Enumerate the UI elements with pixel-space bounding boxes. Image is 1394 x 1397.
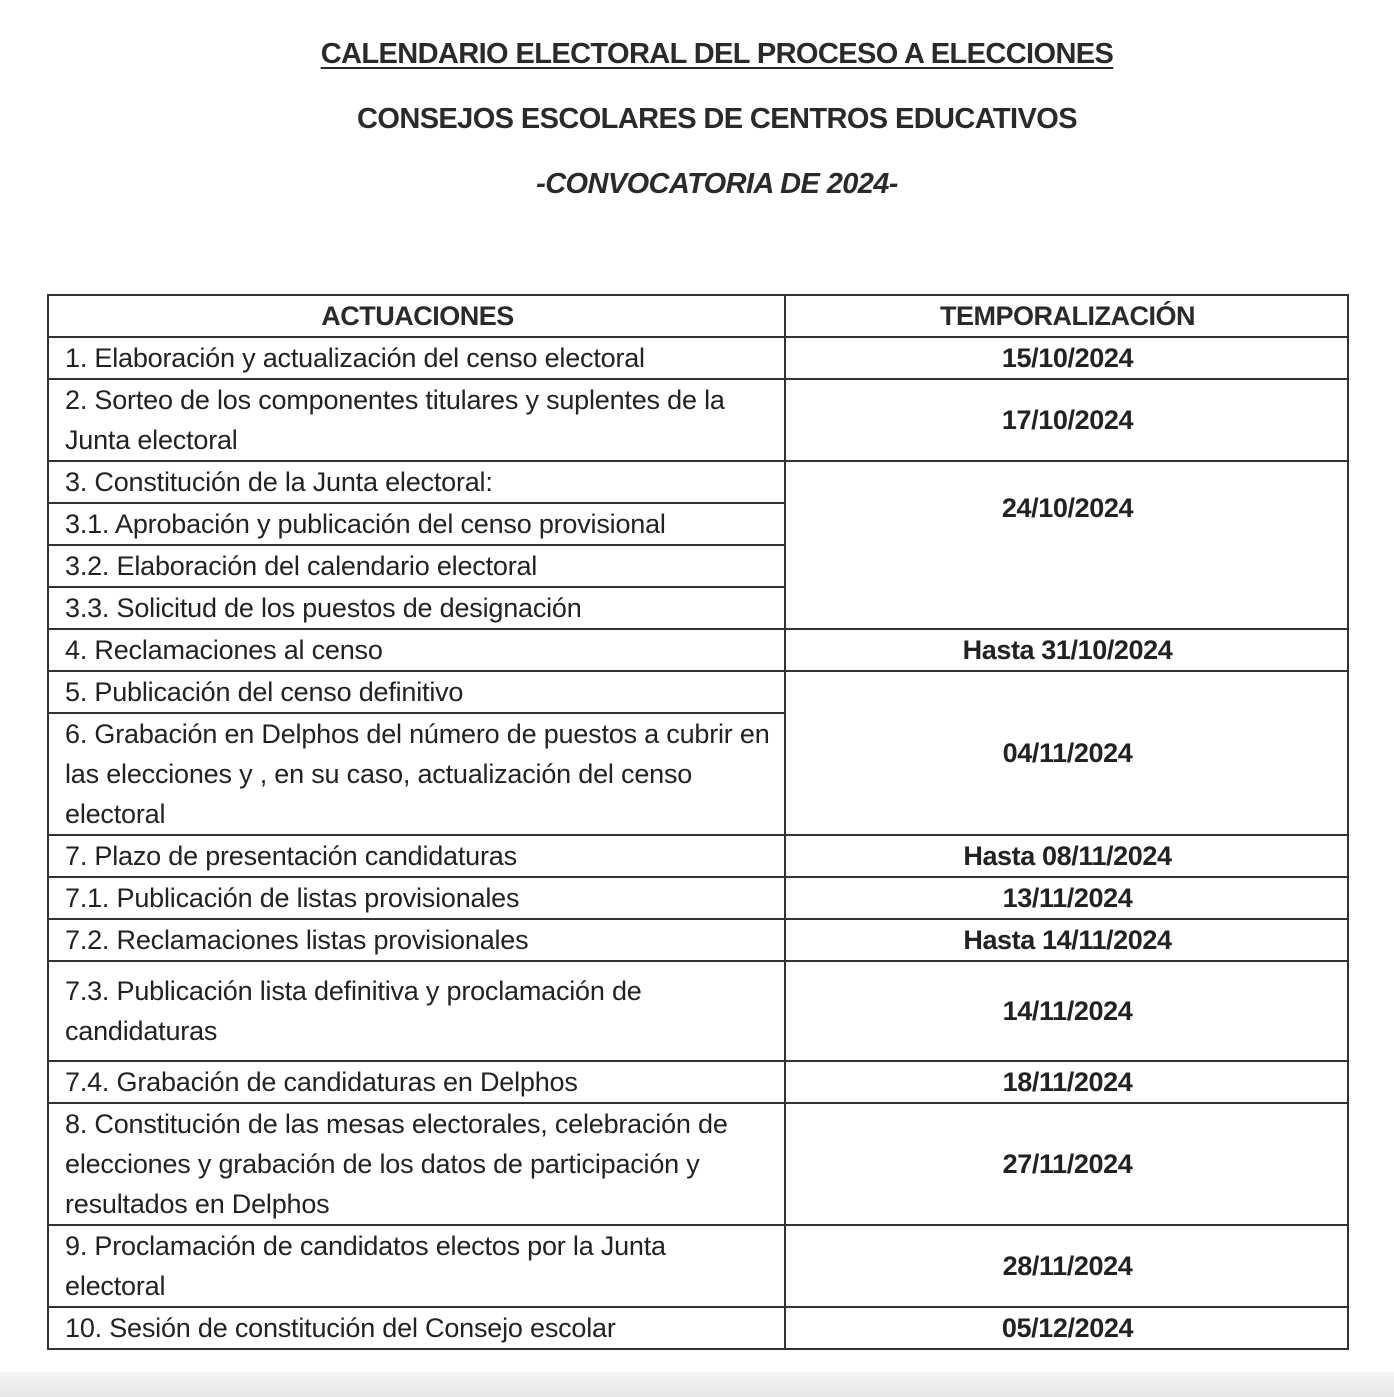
- action-cell: 9. Proclamación de candidatos electos por la Junta electoral: [48, 1225, 785, 1307]
- date-cell: Hasta 08/11/2024: [785, 835, 1348, 877]
- action-cell: 8. Constitución de las mesas electorales, celebración de elecciones y grabación de los datos de participación y resultados en Delphos: [48, 1103, 785, 1225]
- date-cell: Hasta 14/11/2024: [785, 919, 1348, 961]
- date-cell: 18/11/2024: [785, 1061, 1348, 1103]
- table-row: [48, 835, 1348, 877]
- column-header-actuaciones: ACTUACIONES: [48, 295, 785, 337]
- table-row: [48, 461, 1348, 503]
- action-cell: 7. Plazo de presentación candidaturas: [48, 835, 785, 877]
- table-row: [48, 877, 1348, 919]
- action-cell: 7.4. Grabación de candidaturas en Delphos: [48, 1061, 785, 1103]
- date-cell: 27/11/2024: [785, 1103, 1348, 1225]
- table-header-row: [48, 295, 1348, 337]
- action-cell: 3.3. Solicitud de los puestos de designación: [48, 587, 785, 629]
- table-row: [48, 337, 1348, 379]
- action-cell: 6. Grabación en Delphos del número de puestos a cubrir en las elecciones y , en su caso, actualización del censo electoral: [48, 713, 785, 835]
- action-cell: 3. Constitución de la Junta electoral:: [48, 461, 785, 503]
- column-header-temporalizacion: TEMPORALIZACIÓN: [785, 295, 1348, 337]
- table-row: [48, 1103, 1348, 1225]
- document-convocatoria: -CONVOCATORIA DE 2024-: [536, 168, 898, 200]
- date-cell: 28/11/2024: [785, 1225, 1348, 1307]
- date-cell: 15/10/2024: [785, 337, 1348, 379]
- date-cell: Hasta 31/10/2024: [785, 629, 1348, 671]
- table-row: [48, 919, 1348, 961]
- date-cell: 05/12/2024: [785, 1307, 1348, 1349]
- electoral-calendar-table: [47, 294, 1349, 1350]
- action-cell: 7.3. Publicación lista definitiva y proclamación de candidaturas: [48, 961, 785, 1061]
- action-cell: 10. Sesión de constitución del Consejo escolar: [48, 1307, 785, 1349]
- document-subtitle: CONSEJOS ESCOLARES DE CENTROS EDUCATIVOS: [357, 103, 1077, 135]
- action-cell: 3.1. Aprobación y publicación del censo provisional: [48, 503, 785, 545]
- action-cell: 7.2. Reclamaciones listas provisionales: [48, 919, 785, 961]
- table-row: [48, 379, 1348, 461]
- action-cell: 7.1. Publicación de listas provisionales: [48, 877, 785, 919]
- table-row: [48, 671, 1348, 713]
- action-cell: 1. Elaboración y actualización del censo electoral: [48, 337, 785, 379]
- date-cell: 14/11/2024: [785, 961, 1348, 1061]
- action-cell: 5. Publicación del censo definitivo: [48, 671, 785, 713]
- document-title: CALENDARIO ELECTORAL DEL PROCESO A ELECCIONES: [320, 38, 1114, 70]
- scan-bottom-edge: [0, 1372, 1394, 1397]
- action-cell: 3.2. Elaboración del calendario electoral: [48, 545, 785, 587]
- date-cell: 17/10/2024: [785, 379, 1348, 461]
- table-row: [48, 961, 1348, 1061]
- table-row: [48, 1225, 1348, 1307]
- date-cell: 04/11/2024: [785, 671, 1348, 835]
- table-row: [48, 1061, 1348, 1103]
- action-cell: 2. Sorteo de los componentes titulares y suplentes de la Junta electoral: [48, 379, 785, 461]
- table-row: [48, 629, 1348, 671]
- date-cell: 13/11/2024: [785, 877, 1348, 919]
- date-cell: 24/10/2024: [785, 461, 1348, 629]
- table-row: [48, 1307, 1348, 1349]
- action-cell: 4. Reclamaciones al censo: [48, 629, 785, 671]
